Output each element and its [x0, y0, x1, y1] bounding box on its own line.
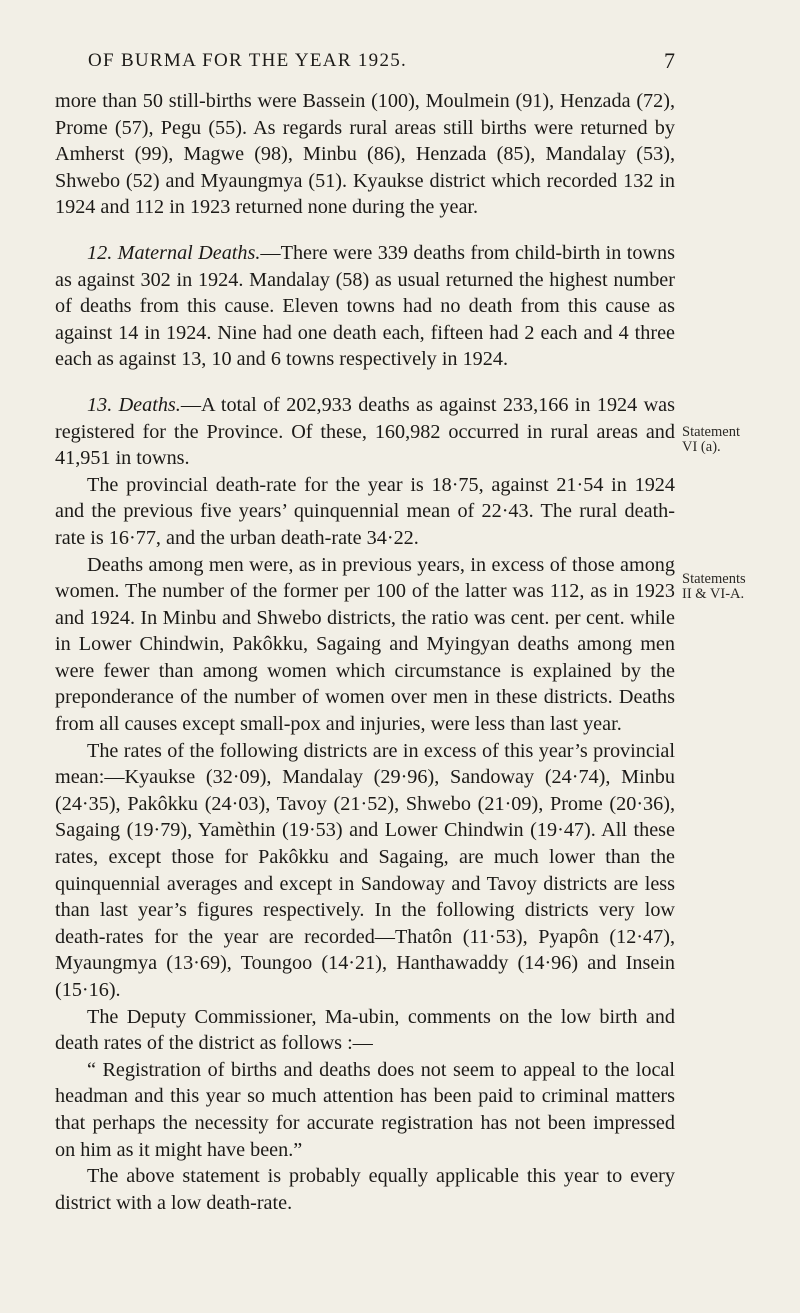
paragraph-text: —There were 339 deaths from child-birth in towns as against 302 in 1924. Mandalay (58) as usual returned the highest number of deaths from this cause. Eleven towns had no death from this cause as against 14 in 1924. Nine had one death each, fifteen had 2 each and 4 three each as against 13, 10 and 6 towns respectively in 1924.: [55, 241, 675, 371]
margin-note-line: VI (a).: [682, 439, 721, 455]
body-text: [55, 88, 675, 1216]
paragraph-conclusion: The above statement is probably equally applicable this year to every district with a low death-rate.: [55, 1165, 675, 1214]
paragraph-district-rates: The rates of the following districts are in excess of this year’s provincial mean:—Kyaukse (32·09), Mandalay (29·96), Sandoway (24·74), Minbu (24·35), Pakôkku (24·03), Tavoy (21·52), Shwebo (21·09), Prome (20·36), Sagaing (19·79), Yamèthin (19·53) and Lower Chindwin (19·47). All these rates, except those for Pakôkku and Sagaing, are much lower than the quinquennial averages and except in Sandoway and Tavoy districts are less than last year’s figures respectively. In the following districts very low death-rates for the year are recorded—Thatôn (11·53), Pyapôn (12·47), Myaungmya (13·69), Toungoo (14·21), Hanthawaddy (14·96) and Insein (15·16).: [55, 739, 675, 1001]
section-heading-maternal-deaths: 12. Maternal Deaths.: [87, 241, 261, 264]
page-number: 7: [664, 48, 675, 73]
running-head: OF BURMA FOR THE YEAR 1925.: [88, 50, 408, 71]
margin-note-statements-ii-vi-a: [682, 572, 792, 602]
margin-note-line: II & VI-A.: [682, 586, 745, 602]
margin-note-line: Statement: [682, 424, 740, 440]
paragraph-death-rate: The provincial death-rate for the year is 18·75, against 21·54 in 1924 and the previous five years’ quinquennial mean of 22·43. The rural death-rate is 16·77, and the urban death-rate 34·22.: [55, 473, 675, 549]
paragraph-quote: “ Registration of births and deaths does not seem to appeal to the local headman and this year so much attention has been paid to criminal matters that perhaps the necessity for accurate registration has not been impressed on him as it might have been.”: [55, 1058, 675, 1161]
section-heading-deaths: 13. Deaths.: [87, 393, 181, 416]
paragraph-men-women: Deaths among men were, as in previous years, in excess of those among women. The number of the former per 100 of the latter was 112, as in 1923 and 1924. In Minbu and Shwebo districts, the ratio was cent. per cent. while in Lower Chindwin, Pakôkku, Sagaing and Myingyan deaths among men were fewer than among women which circumstance is explained by the preponderance of the number of women over men in these districts. Deaths from all causes except small-pox and injuries, were less than last year.: [55, 553, 675, 736]
paragraph-text: —A total of 202,933 deaths as against 233,166 in 1924 was registered for the Province. Of these, 160,982 occurred in rural areas and 41,951 in towns.: [55, 393, 675, 470]
paragraph-still-births: more than 50 still-births were Bassein (100), Moulmein (91), Henzada (72), Prome (57), Pegu (55). As regards rural areas still births were returned by Amherst (99), Magwe (98), Minbu (86), Henzada (85), Mandalay (53), Shwebo (52) and Myaungmya (51). Kyaukse district which recorded 132 in 1924 and 112 in 1923 returned none during the year.: [55, 90, 675, 219]
paragraph-deaths: [55, 392, 675, 472]
paragraph-maternal-deaths: [55, 240, 675, 373]
margin-note-line: Statements: [682, 571, 746, 587]
paragraph-deputy-commissioner: The Deputy Commissioner, Ma-ubin, comments on the low birth and death rates of the district as follows :—: [55, 1005, 675, 1055]
margin-note-statement-vi-a: [682, 425, 792, 455]
